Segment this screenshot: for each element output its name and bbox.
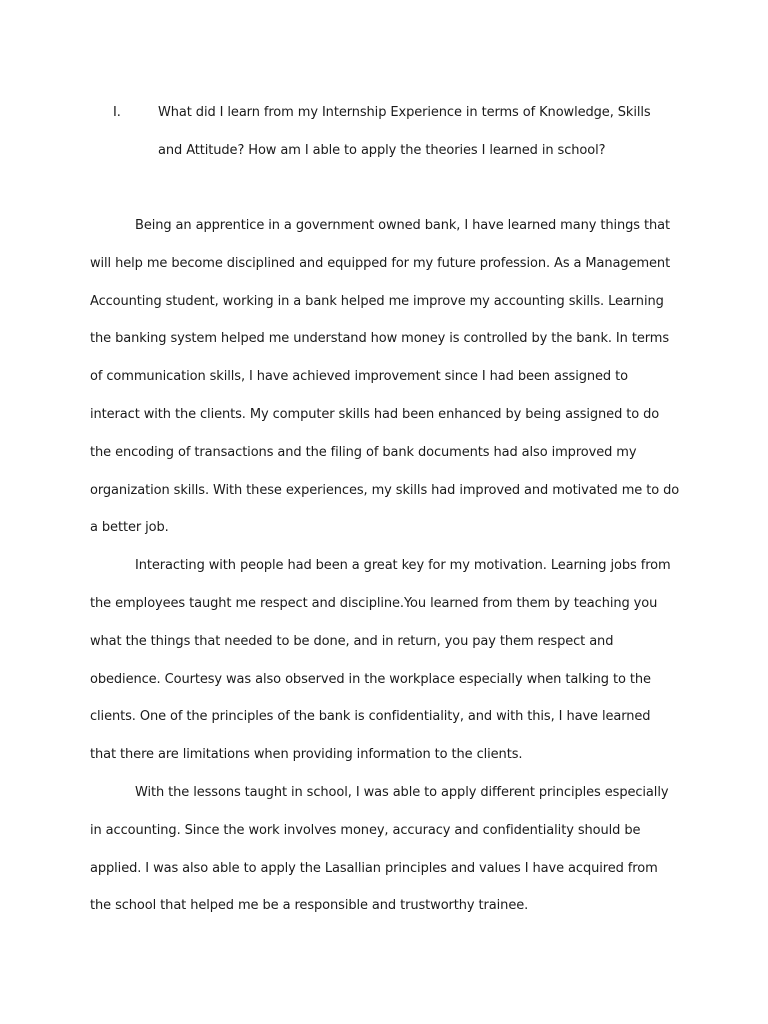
section-question: What did I learn from my Internship Experience in terms of Knowledge, Skills and Attitude? How am I able to apply the theories I learned in school? <box>158 105 651 158</box>
paragraph-3: With the lessons taught in school, I was able to apply different principles especially in accounting. Since the work involves money, accuracy and confidentiality should be applied. I was also able to apply the Lasallian principles and values I have acquired from the school that helped me be a responsible and trustworthy trainee. <box>90 784 669 914</box>
essay-body <box>90 207 680 925</box>
paragraph-2: Interacting with people had been a great key for my motivation. Learning jobs from the employees taught me respect and discipline.You learned from them by teaching you what the things that needed to be done, and in return, you pay them respect and obedience. Courtesy was also observed in the workplace especially when talking to the clients. One of the principles of the bank is confidentiality, and with this, I have learned that there are limitations when providing information to the clients. <box>90 558 671 763</box>
paragraph-1: Being an apprentice in a government owned bank, I have learned many things that will help me become disciplined and equipped for my future profession. As a Management Accounting student, working in a bank helped me improve my accounting skills. Learning the banking system helped me understand how money is controlled by the bank. In terms of communication skills, I have achieved improvement since I had been assigned to interact with the clients. My computer skills had been enhanced by being assigned to do the encoding of transactions and the filing of bank documents had also improved my organization skills. With these experiences, my skills had improved and motivated me to do a better job. <box>90 218 680 536</box>
section-heading <box>90 94 690 169</box>
section-number: I. <box>113 105 121 120</box>
